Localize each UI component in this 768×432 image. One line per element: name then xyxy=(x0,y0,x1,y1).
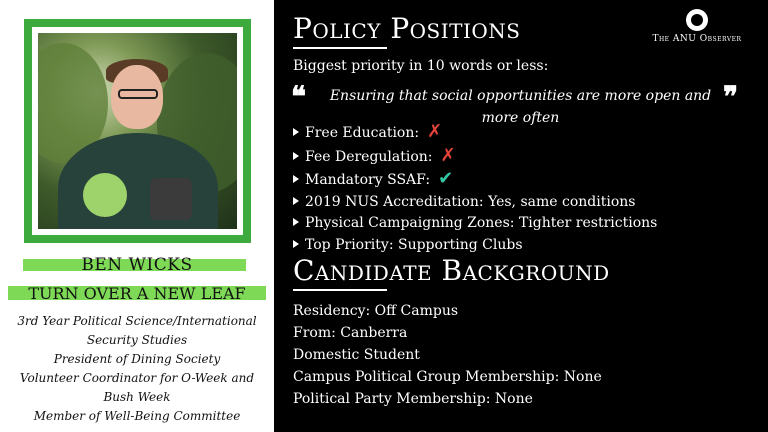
background-item: Political Party Membership: None xyxy=(293,391,533,407)
background-item: Domestic Student xyxy=(293,347,420,363)
quote-line: Ensuring that social opportunities are more open and xyxy=(329,88,712,104)
background-heading: Candidate Background xyxy=(293,254,610,287)
background-item: From: Canberra xyxy=(293,325,408,341)
bullet-icon xyxy=(293,152,299,160)
bullet-icon xyxy=(293,175,299,183)
policy-item: Top Priority: Supporting Clubs xyxy=(293,235,657,257)
candidate-bio xyxy=(6,312,268,426)
policy-item: Physical Campaigning Zones: Tighter restrictions xyxy=(293,213,657,235)
bio-line: Bush Week xyxy=(103,390,171,404)
check-icon: ✔ xyxy=(438,168,454,190)
policy-heading: Policy Positions xyxy=(293,12,521,45)
bio-line: 3rd Year Political Science/International xyxy=(17,314,257,328)
background-item: Campus Political Group Membership: None xyxy=(293,369,602,385)
bullet-icon xyxy=(293,218,299,226)
candidate-panel xyxy=(0,0,274,432)
background-list xyxy=(293,300,602,410)
priority-prompt: Biggest priority in 10 words or less: xyxy=(293,58,549,74)
bio-line: Volunteer Coordinator for O-Week and xyxy=(19,371,255,385)
candidate-name: BEN WICKS xyxy=(81,255,193,275)
campaign-badge-graphic xyxy=(83,173,127,217)
background-item: Residency: Off Campus xyxy=(293,303,459,319)
photo-frame xyxy=(24,19,251,243)
bio-line: President of Dining Society xyxy=(53,352,221,366)
candidate-photo xyxy=(38,33,237,229)
bullet-icon xyxy=(293,128,299,136)
name-badge-graphic xyxy=(150,178,192,220)
policy-item: Mandatory SSAF: ✔ xyxy=(293,168,657,192)
open-quote-icon: ❝ xyxy=(291,80,307,113)
heading-underline xyxy=(293,289,387,291)
heading-underline xyxy=(293,47,387,49)
policy-item: Fee Deregulation: ✗ xyxy=(293,145,657,169)
bio-line: Security Studies xyxy=(86,333,188,347)
cross-icon: ✗ xyxy=(440,144,456,166)
bio-line: Member of Well-Being Committee xyxy=(33,409,241,423)
observer-logo-text: The ANU Observer xyxy=(652,34,742,44)
policy-panel xyxy=(274,0,768,432)
cross-icon: ✗ xyxy=(427,121,443,142)
bullet-icon xyxy=(293,240,299,248)
policy-item: Free Education: ✗ xyxy=(293,121,657,145)
observer-logo xyxy=(642,9,752,44)
close-quote-icon: ❞ xyxy=(723,80,739,113)
candidate-slogan: TURN OVER A NEW LEAF xyxy=(28,284,246,303)
quote-line: more often xyxy=(481,110,560,126)
policy-list xyxy=(293,121,657,257)
bullet-icon xyxy=(293,197,299,205)
observer-logo-icon xyxy=(686,9,708,31)
policy-item: 2019 NUS Accreditation: Yes, same conditions xyxy=(293,192,657,214)
